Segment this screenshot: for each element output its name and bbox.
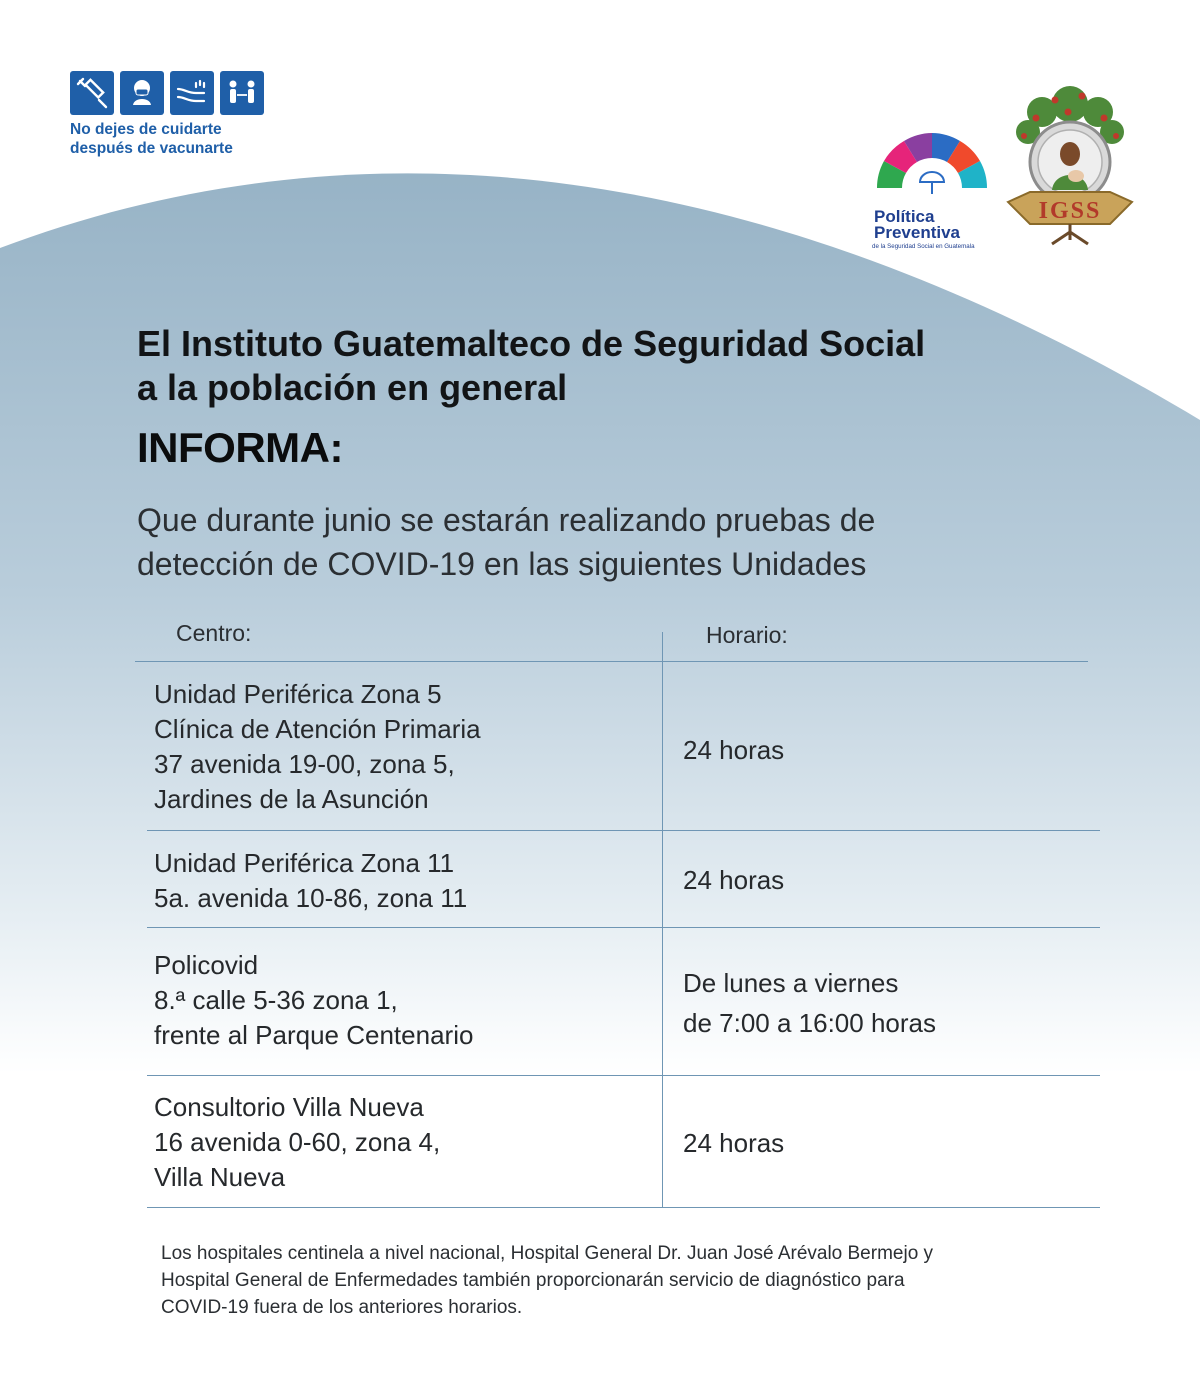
prevention-tagline [70, 120, 233, 158]
column-header-horario: Horario: [706, 622, 788, 648]
centro-address: Villa Nueva [154, 1162, 286, 1192]
centro-address: 5a. avenida 10-86, zona 11 [154, 883, 468, 913]
column-divider [662, 632, 663, 1208]
horario-text: 24 horas [683, 1128, 785, 1158]
centro-address: Jardines de la Asunción [154, 784, 429, 814]
centro-address: 16 avenida 0-60, zona 4, [154, 1127, 441, 1157]
header-rule [135, 661, 1088, 662]
horario-text: 24 horas [683, 865, 785, 895]
announcement-heading [137, 322, 925, 410]
footer-line-3: COVID-19 fuera de los anteriores horarios. [161, 1297, 523, 1318]
igss-wordmark: IGSS [1038, 198, 1102, 224]
centro-detail: Clínica de Atención Primaria [154, 714, 481, 744]
syringe-icon [70, 71, 114, 115]
intro-paragraph [137, 498, 1097, 586]
hand-washing-icon [170, 71, 214, 115]
politica-line-1: Política [874, 207, 935, 226]
horario-text: De lunes a viernes [683, 968, 899, 998]
face-mask-icon [120, 71, 164, 115]
table-row-centro [154, 846, 467, 916]
column-header-centro: Centro: [176, 620, 252, 646]
centro-name: Consultorio Villa Nueva [154, 1092, 424, 1122]
informa-title: INFORMA: [137, 424, 343, 471]
tagline-line-2: después de vacunarte [70, 140, 233, 157]
footer-note [161, 1240, 1151, 1321]
horario-text: de 7:00 a 16:00 horas [683, 1008, 936, 1038]
table-row-horario [683, 1126, 784, 1161]
intro-line-2: detección de COVID-19 en las siguientes Unidades [137, 546, 867, 582]
centro-name: Unidad Periférica Zona 5 [154, 679, 442, 709]
centro-name: Unidad Periférica Zona 11 [154, 848, 455, 878]
table-row-centro [154, 948, 473, 1053]
table-row-horario [683, 963, 936, 1043]
intro-line-1: Que durante junio se estarán realizando pruebas de [137, 502, 876, 538]
centro-address: frente al Parque Centenario [154, 1020, 474, 1050]
politica-line-2: Preventiva [874, 223, 960, 242]
table-row-centro [154, 677, 481, 817]
table-row-horario [683, 863, 784, 898]
table-row-horario [683, 733, 784, 768]
footer-line-2: Hospital General de Enfermedades también proporcionarán servicio de diagnóstico para [161, 1270, 905, 1291]
heading-line-2: a la población en general [137, 367, 568, 408]
footer-line-1: Los hospitales centinela a nivel nacional, Hospital General Dr. Juan José Arévalo Bermejo y [161, 1243, 934, 1264]
prevention-icons [70, 71, 264, 115]
social-distance-icon [220, 71, 264, 115]
horario-text: 24 horas [683, 735, 785, 765]
heading-line-1: El Instituto Guatemalteco de Seguridad Social [137, 323, 926, 364]
row-divider [147, 1207, 1100, 1208]
row-divider [147, 830, 1100, 831]
politica-preventiva-logo [870, 118, 995, 253]
table-row-centro [154, 1090, 440, 1195]
centro-address: 8.ª calle 5-36 zona 1, [154, 985, 398, 1015]
row-divider [147, 927, 1100, 928]
igss-logo [1000, 82, 1140, 247]
centro-address: 37 avenida 19-00, zona 5, [154, 749, 455, 779]
centro-name: Policovid [154, 950, 259, 980]
tagline-line-1: No dejes de cuidarte [70, 121, 222, 138]
politica-subtitle: de la Seguridad Social en Guatemala [872, 243, 975, 250]
row-divider [147, 1075, 1100, 1076]
